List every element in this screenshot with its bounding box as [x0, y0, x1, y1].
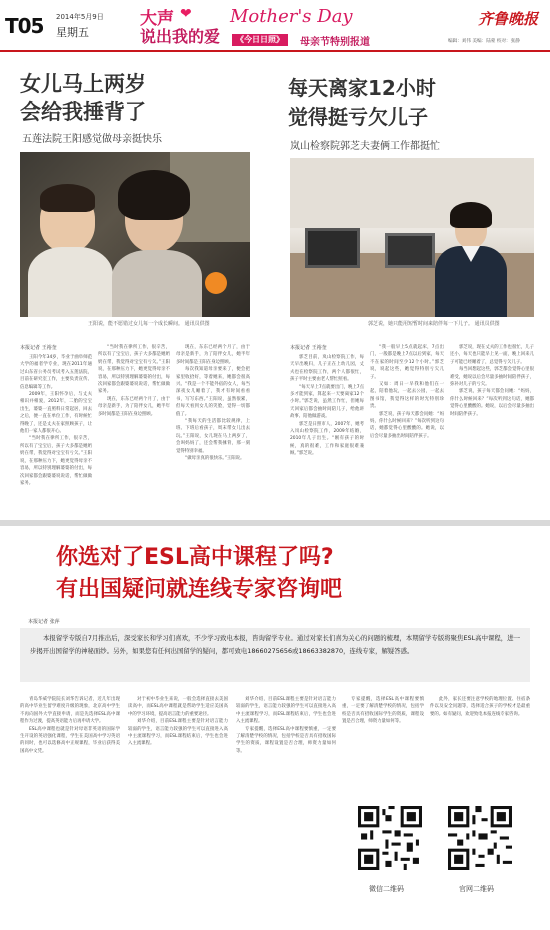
photo-mother-clothes: [112, 250, 202, 317]
page-number: T05: [5, 14, 44, 38]
story2-paragraph: 每当回想起这些，郭芝都会觉得心里很难受，她说以后会尽量多抽时间陪伴孩子，弥补对儿子的亏欠。: [450, 367, 534, 388]
story2-column1: [290, 354, 364, 508]
story2-paragraph: “每天早上7点就要出门，晚上7点多才能到家，算起来一天要离家12个小时。”郭芝说，虽然工作忙，但她每天回家后都会抽时间陪儿子，给他讲故事、陪他做游戏。: [290, 384, 364, 420]
story2-headline-line1: 每天离家12小时: [288, 76, 436, 100]
story1-column2: [98, 344, 170, 508]
photo-child-clothes: [28, 247, 113, 317]
story1-byline: 本报记者 王裕奎: [20, 345, 57, 351]
ad-byline: 本报记者 张萍: [28, 619, 60, 625]
issue-weekday: 星期五: [56, 26, 89, 39]
website-qr-label: 官网二维码: [459, 885, 494, 893]
ad-paragraph: 此外，家长还要注意学校的地理位置、住宿条件以及安全问题等，选择适合孩子的学校才是最重要的。如有疑问，欢迎致电本报连线专家咨询。: [430, 697, 530, 717]
today-focus-badge: 《今日日照》: [232, 34, 288, 46]
wechat-qr-label: 微信二维码: [369, 885, 404, 893]
story2-paragraph: 郭芝目前，岚山检察院工作，每天早出晚归，儿子正在上幼儿园，丈夫也在检察院工作，两个人都很忙，孩子平时主要由老人帮忙照看。: [290, 355, 364, 383]
story2-paragraph: 郭芝说，孩子每天都会问她：“妈妈，你什么时候回来？”每次听到这句话，她都觉得心里酸酸的。她说，以后会尽量多抽出时间陪伴孩子。: [370, 411, 444, 439]
shout-title: [140, 4, 224, 48]
story2-photo-caption: 郭芝说，她只能用短暂时间来陪伴每一下儿子。 通讯员供图: [368, 321, 500, 327]
shout-title-line2: 说出我的爱: [140, 27, 221, 46]
special-report-title: 母亲节特别报道: [300, 37, 370, 48]
ad-headline-line1: 你选对了ESL高中课程了吗?: [56, 545, 334, 570]
story2-paragraph: “我一般早上5点就起床，7点出门，一般都是晚上7点以后到家，每天不在家的时间至少12个小时。”郭芝说，说起这些，她觉得特别亏欠儿子。: [370, 345, 444, 380]
story1-paragraph: “当时我在律所工作，很辛苦，所以有了宝宝后，孩子大多都是她奶奶在带，我觉得对宝宝有亏欠。”王阳说，在那种压力下，她更觉得母亲不容易，所以特别理解婆婆的付出，每次回家都会跟婆婆说说话，帮忙做做家务。: [98, 345, 170, 395]
story1-paragraph: 每次我知道母亲要来了，便会把家里收拾好，等着她来，她都会很高兴。“我是一个不能外宿的女人，每当深夜女儿睡着了，我才有时间看看书，写写东西。”王阳说，虽然很累，但每天看到女儿的笑脸，觉得一切都值了。: [176, 367, 250, 417]
ad-paragraph: 专家提醒，选择ESL高中课程要慎重，一定要了解清楚学校的情况，包括学校是否具有招收国际学生的资质，课程设置是否合理，师资力量如何等。: [342, 697, 424, 725]
ad-intro-text: 本报留学专版自7月推出后，深受家长和学习们喜欢，不少学习致电本报，咨询留学专业。通过对家长们喜为关心的问题的梳理，本期留学专版将聚焦ESL高中课程，进一步揭开出国留学的神秘面纱。另外，如果您有任何出国留学的疑问，都可致电18660275656或18663382870，连线专家，解疑答惑。: [30, 634, 520, 655]
story1-paragraph: 王阳今年34岁，毕业于曲阜师范大学的福者学专业，现在2011年通过山东省公务员考试考入五莲法院，目前在研究室工作，主要负责宣传、信息编辑等工作。: [20, 355, 92, 390]
story1-paragraph: “我每天的生活都比较规律，上班、下班后看孩子，周末带女儿出去玩。”王阳说，女儿现在马上两岁了，会叫妈妈了，还会帮我捶背，那一刻觉得特别幸福。: [176, 419, 250, 454]
office-photo: [290, 158, 534, 317]
story2-paragraph: 郭芝说，孩子每天都会问她：“妈妈，你什么时候回来？”每次听到这句话，她都觉得心里酸酸的。她说，以后会尽量多抽出时间陪伴孩子。: [450, 389, 534, 417]
story1-paragraph: “当时我在律所工作，很辛苦，所以有了宝宝后，孩子大多都是她奶奶在带，我觉得对宝宝有亏欠。”王阳说，在那种压力下，她更觉得母亲不容易，所以特别理解婆婆的付出，每次回家都会跟婆婆说说话，帮忙做做家务。: [20, 436, 92, 486]
photo-wall-panel: [290, 158, 534, 228]
story1-subhead: 五莲法院王阳感觉做母亲挺快乐: [22, 134, 162, 145]
story1-photo-caption: 王阳说，能不愿错过女儿每一个成长瞬间。 通讯员供图: [88, 321, 210, 327]
ad-column4: [342, 696, 424, 784]
ad-column1: [20, 696, 120, 916]
story1-headline-line1: 女儿马上两岁: [20, 72, 146, 96]
story2-paragraph: 郭芝是日照市人，2007年，她考入岚山检察院工作，2009年结婚，2010年儿子出生。“刚有孩子的时候，真的很难，工作和家庭很难兼顾。”郭芝说。: [290, 421, 364, 457]
masthead-rule: [0, 50, 550, 52]
ad-paragraph: 刘华介绍，目前ESL课程主要是针对语言能力较弱的学生，语言能力较强的学生可以直接进入高中主流课程学习，而ESL课程结束后，学生也会进入主流课程。: [128, 719, 228, 747]
heart-icon: ❤: [180, 6, 192, 22]
ad-column5: [430, 696, 530, 784]
story2-column3: [450, 344, 534, 508]
wechat-qr-code[interactable]: [358, 806, 422, 870]
ad-paragraph: 青岛华威学院院长刘华告诉记者，近几年出现的高中毕业生留学难度升级的现象，北京高中学生不再向国外大学直接申请，而是先选择ESL高中课程作为过渡，提高英语能力后再申请大学。: [20, 697, 120, 725]
mother-daughter-photo: [20, 152, 250, 317]
masthead: [0, 0, 550, 50]
photo-child-hair: [40, 184, 95, 212]
qr-code-icon: [448, 806, 512, 870]
website-qr-code[interactable]: [448, 806, 512, 870]
ad-headline-line2: 有出国疑问就连线专家咨询吧: [56, 577, 343, 602]
photo-toy-ball: [205, 272, 227, 294]
issue-date: 2014年5月9日: [56, 13, 104, 21]
story1-paragraph: 现在，东东已经两个月了，由于母亲是新手，为了陪伴女儿，她半年多时间都是王阳在身边照顾。: [98, 396, 170, 417]
story2-paragraph: 郭芝说，现在丈夫的工作也很忙，儿子还小，每天也只能早上见一面，晚上回来儿子可能已经睡着了，总觉得亏欠儿子。: [450, 345, 534, 365]
story2-byline: 本报记者 王裕奎: [290, 345, 327, 351]
story1-paragraph: “做母亲真的很快乐。”王阳说。: [185, 456, 245, 462]
paper-logo: 齐鲁晚报: [478, 10, 539, 28]
qr-code-icon: [358, 806, 422, 870]
ad-paragraph: ESL高中课程也就是针对母语非英语的国际学生开设的英语强化课程，学生在美国高中学习英语的同时，也可以选修高中正规课程，毕业后获得美国高中文凭。: [20, 726, 120, 754]
mothers-day-title: Mother's Day: [230, 6, 353, 27]
ad-column3: [236, 696, 336, 916]
story1-column1: [20, 354, 92, 508]
section-divider: [0, 520, 550, 526]
ad-paragraph: 专家提醒，选择ESL高中课程要慎重，一定要了解清楚学校的情况，包括学校是否具有招收国际学生的资质，课程设置是否合理，师资力量如何等。: [236, 726, 336, 754]
ad-paragraph: 刘华介绍，目前ESL课程主要是针对语言能力较弱的学生，语言能力较强的学生可以直接进入高中主流课程学习，而ESL课程结束后，学生也会进入主流课程。: [236, 697, 336, 725]
editor-credits: 编辑：刘伟 美编：陆蒙 校对：张静: [448, 39, 520, 44]
story1-column3: [176, 344, 250, 508]
photo-monitor: [305, 228, 360, 268]
story2-column2: [370, 344, 444, 508]
ad-paragraph: 对于初中毕业生来说，一般会选择直接去美国读高中，而ESL高中课程就是帮助学生适应美国高中的学习环境，提高语言能力的重要途径。: [128, 697, 228, 717]
story1-paragraph: 现在，东东已经两个月了，由于母亲是新手，为了陪伴女儿，她半年多时间都是王阳在身边照顾。: [176, 345, 250, 365]
story2-paragraph: 又如：周日一早我和他们在一起，陪着他玩，一起去公园，一起去图书馆，我觉得这样的时光特别珍贵。: [370, 382, 444, 410]
photo-woman-hair: [450, 202, 492, 228]
ad-intro-box: [20, 628, 530, 682]
story2-subhead: 岚山检察院郭芝夫妻俩工作都挺忙: [290, 141, 440, 152]
photo-mother-hair: [118, 170, 190, 220]
photo-monitor-2: [385, 233, 435, 268]
story2-headline-line2: 觉得挺亏欠儿子: [288, 105, 428, 129]
story1-paragraph: 2009年，王阳怀孕后，与丈夫相识并相爱，2012年，二胎的宝宝出生，婆婆一直照料日常起居，回去之后，便一直在单位工作，有时候忙得晚了，还是丈夫在家照顾孩子，让他们一家人都很开心。: [20, 392, 92, 435]
story1-headline-line2: 会给我捶背了: [20, 100, 146, 124]
ad-column2: [128, 696, 228, 916]
shout-title-line1: 大声: [140, 9, 174, 29]
